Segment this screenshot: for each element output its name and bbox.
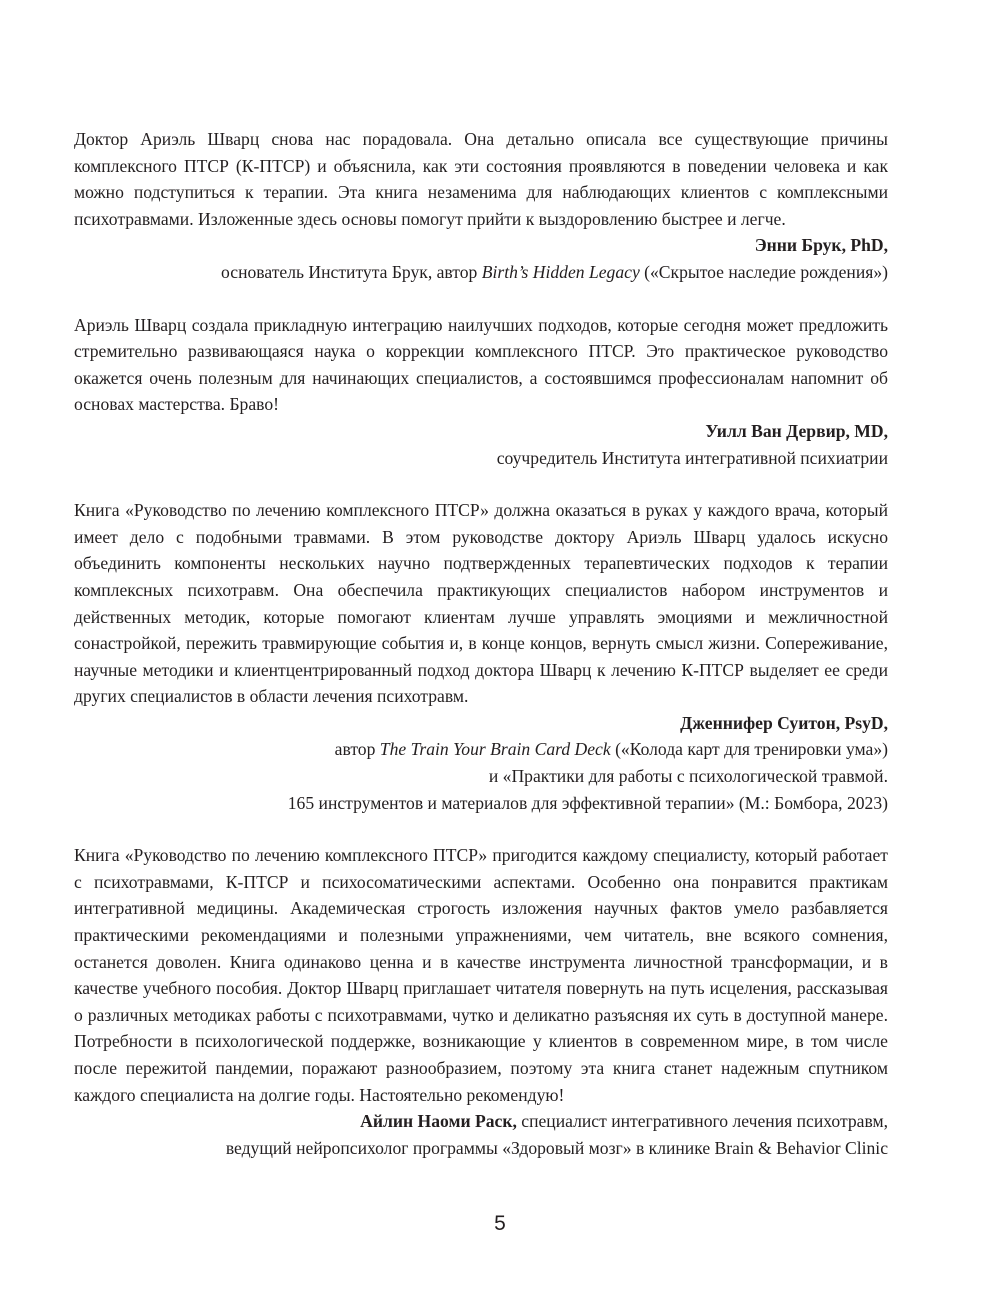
review-text: Книга «Руководство по лечению комплексного ПТСР» пригодится каждому специалисту, который работает с психотравмами, К-ПТСР и психосоматическими аспектами. Особенно она понравится практикам интегративной медицины. Академическая строгость изложения научных фактов умело разбавляется практическими рекомендациями и полезными упражнениями, чем читатель, вне всякого сомнения, останется доволен. Книга одинаково ценна и в качестве инструмента личностной трансформации, и в качестве учебного пособия. Доктор Шварц приглашает читателя повернуть на путь исцеления, рассказывая о различных методиках работы с психотравмами, чутко и деликатно разъясняя их суть в доступной манере. Потребности в психологической поддержке, возникающие у клиентов в современном мире, в том числе после пережитой пандемии, поражают разнообразием, поэтому эта книга станет надежным спутником каждого специалиста на долгие годы. Настоятельно рекомендую!	[74, 845, 888, 1105]
review-author-role-line3: 165 инструментов и материалов для эффективной терапии» (М.: Бомбора, 2023)	[287, 792, 888, 813]
role-suffix: («Колода карт для тренировки ума»)	[610, 739, 888, 760]
review-author: Уилл Ван Дервир, MD,	[705, 420, 888, 441]
review-text: Ариэль Шварц создала прикладную интеграцию наилучших подходов, которые сегодня может предложить стремительно развивающаяся наука о коррекции комплексного ПТСР. Это практическое руководство окажется очень полезным для начинающих специалистов, а состоявшимся профессионалам напомнит об основах мастерства. Браво!	[74, 314, 888, 415]
review-author-role: соучредитель Института интегративной психиатрии	[496, 447, 888, 468]
page-number: 5	[494, 1212, 506, 1235]
review-author-role	[74, 259, 888, 286]
review-author: Энни Брук, PhD,	[754, 235, 888, 256]
review-author: Дженнифер Суитон, PsyD,	[680, 712, 888, 733]
review-author-role-line2: ведущий нейропсихолог программы «Здоровый мозг» в клинике Brain & Behavior Clinic	[225, 1137, 888, 1158]
review-author-line	[74, 1108, 888, 1135]
review-brook	[74, 126, 888, 286]
page-content	[74, 126, 888, 1161]
book-title: The Train Your Brain Card Deck	[379, 739, 611, 760]
review-author-role-line2: и «Практики для работы с психологической травмой.	[488, 766, 888, 787]
role-prefix: основатель Института Брук, автор	[221, 261, 482, 282]
role-prefix: автор	[334, 739, 380, 760]
book-title: Birth’s Hidden Legacy	[481, 261, 640, 282]
role-suffix: («Скрытое наследие рождения»)	[639, 261, 888, 282]
review-rusk	[74, 842, 888, 1161]
review-text: Книга «Руководство по лечению комплексного ПТСР» должна оказаться в руках у каждого врача, который имеет дело с подобными травмами. В этом руководстве доктору Ариэль Шварц удалось искусно объединить компоненты нескольких научно подтвержденных терапевтических подходов к терапии комплексных психотравм. Она обеспечила практикующих специалистов набором инструментов и действенных методик, которые помогают клиентам лучше управлять эмоциями и межличностной сонастройкой, пережить травмирующие события и, в конце концов, вернуть смысл жизни. Сопереживание, научные методики и клиентцентрированный подход доктора Шварц к лечению К-ПТСР выделяет ее среди других специалистов в области лечения психотравм.	[74, 500, 888, 707]
review-author-role: специалист интегративного лечения психотравм,	[516, 1111, 888, 1132]
review-van-der-veer	[74, 312, 888, 472]
review-author: Айлин Наоми Раск,	[360, 1111, 517, 1132]
review-author-role	[74, 736, 888, 763]
review-sweeton	[74, 497, 888, 816]
review-text: Доктор Ариэль Шварц снова нас порадовала. Она детально описала все существующие причины комплексного ПТСР (К-ПТСР) и объяснила, как эти состояния проявляются в поведении человека и как можно подступиться к терапии. Эта книга незаменима для наблюдающих клиентов с комплексными психотравмами. Изложенные здесь основы помогут прийти к выздоровлению быстрее и легче.	[74, 129, 888, 229]
